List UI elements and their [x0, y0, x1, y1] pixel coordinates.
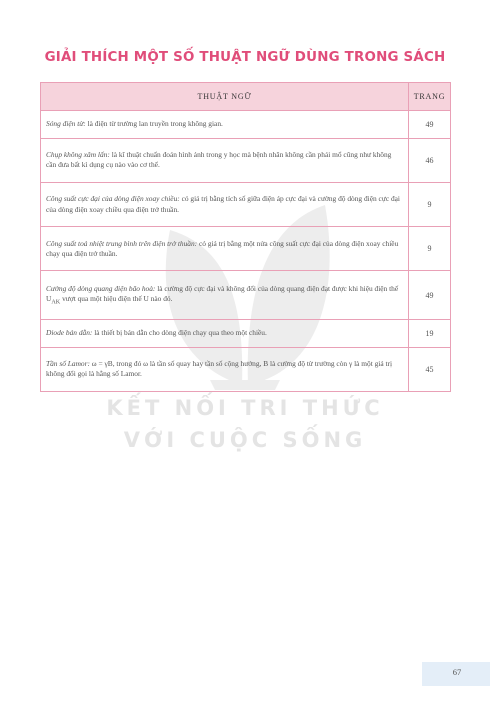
watermark-line-1: KẾT NỐI TRI THỨC [106, 396, 384, 420]
term-definition: có giá trị bằng một nửa công suất cực đại của dòng điện xoay chiều chạy qua điện trở thuần. [46, 238, 399, 258]
term-subscript: AK [51, 299, 61, 306]
page-number: 67 [452, 667, 462, 677]
page-cell: 9 [409, 227, 451, 271]
page-cell: 19 [409, 320, 451, 348]
header-term: THUẬT NGỮ [41, 83, 409, 111]
table-header-row [41, 83, 451, 111]
term-name: Công suất toả nhiệt trung bình trên điện trở thuần: [46, 238, 198, 248]
term-name: Tần số Lamor: [46, 359, 90, 369]
term-name: Sóng điện từ: [46, 119, 86, 129]
table-row [41, 111, 451, 139]
term-definition: là kĩ thuật chuẩn đoán hình ảnh trong y học mà bệnh nhân không cần phải mổ cũng như không cần đưa bất kì dụng cụ nào vào cơ thể. [46, 150, 392, 170]
page-cell: 45 [409, 347, 451, 391]
header-page: TRANG [409, 83, 451, 111]
table-row [41, 271, 451, 320]
term-cell [41, 111, 409, 139]
term-cell [41, 182, 409, 226]
term-definition: là cường độ cực đại và không đổi của dòng quang điện đạt được khi hiệu điện thế U [46, 283, 399, 303]
term-name: Cường độ dòng quang điện bão hoà: [46, 283, 156, 293]
term-name: Công suất cực đại của dòng điện xoay chiều: [46, 194, 180, 204]
page-cell: 46 [409, 138, 451, 182]
table-row [41, 347, 451, 391]
page-title: GIẢI THÍCH MỘT SỐ THUẬT NGỮ DÙNG TRONG SÁCH [44, 50, 446, 65]
page-cell: 49 [409, 111, 451, 139]
table-row [41, 182, 451, 226]
term-definition: là thiết bị bán dẫn cho dòng điện chạy qua theo một chiều. [92, 328, 267, 338]
term-definition: có giá trị bằng tích số giữa điện áp cực đại và cường độ dòng điện cực đại của dòng điện xoay chiều qua điện trở thuần. [46, 194, 400, 214]
term-cell [41, 271, 409, 320]
table-row [41, 227, 451, 271]
glossary-table [40, 82, 451, 392]
term-cell [41, 320, 409, 348]
term-name: Chụp không xâm lấn: [46, 150, 110, 160]
page-cell: 49 [409, 271, 451, 320]
table-row [41, 320, 451, 348]
watermark-line-2: VỚI CUỘC SỐNG [123, 428, 367, 452]
term-name: Diode bán dẫn: [46, 328, 93, 338]
term-definition: ω = γB, trong đó ω là tần số quay hay tần số cộng hưởng, B là cường độ từ trường còn γ là một giá trị không đổi gọi là hằng số Lamor. [46, 359, 393, 379]
table-row [41, 138, 451, 182]
page-cell: 9 [409, 182, 451, 226]
term-cell [41, 227, 409, 271]
term-cell [41, 347, 409, 391]
term-definition-end: vượt qua một hiệu điện thế U nào đó. [60, 293, 173, 303]
term-definition: là điện từ trường lan truyền trong không gian. [85, 119, 223, 129]
term-cell [41, 138, 409, 182]
